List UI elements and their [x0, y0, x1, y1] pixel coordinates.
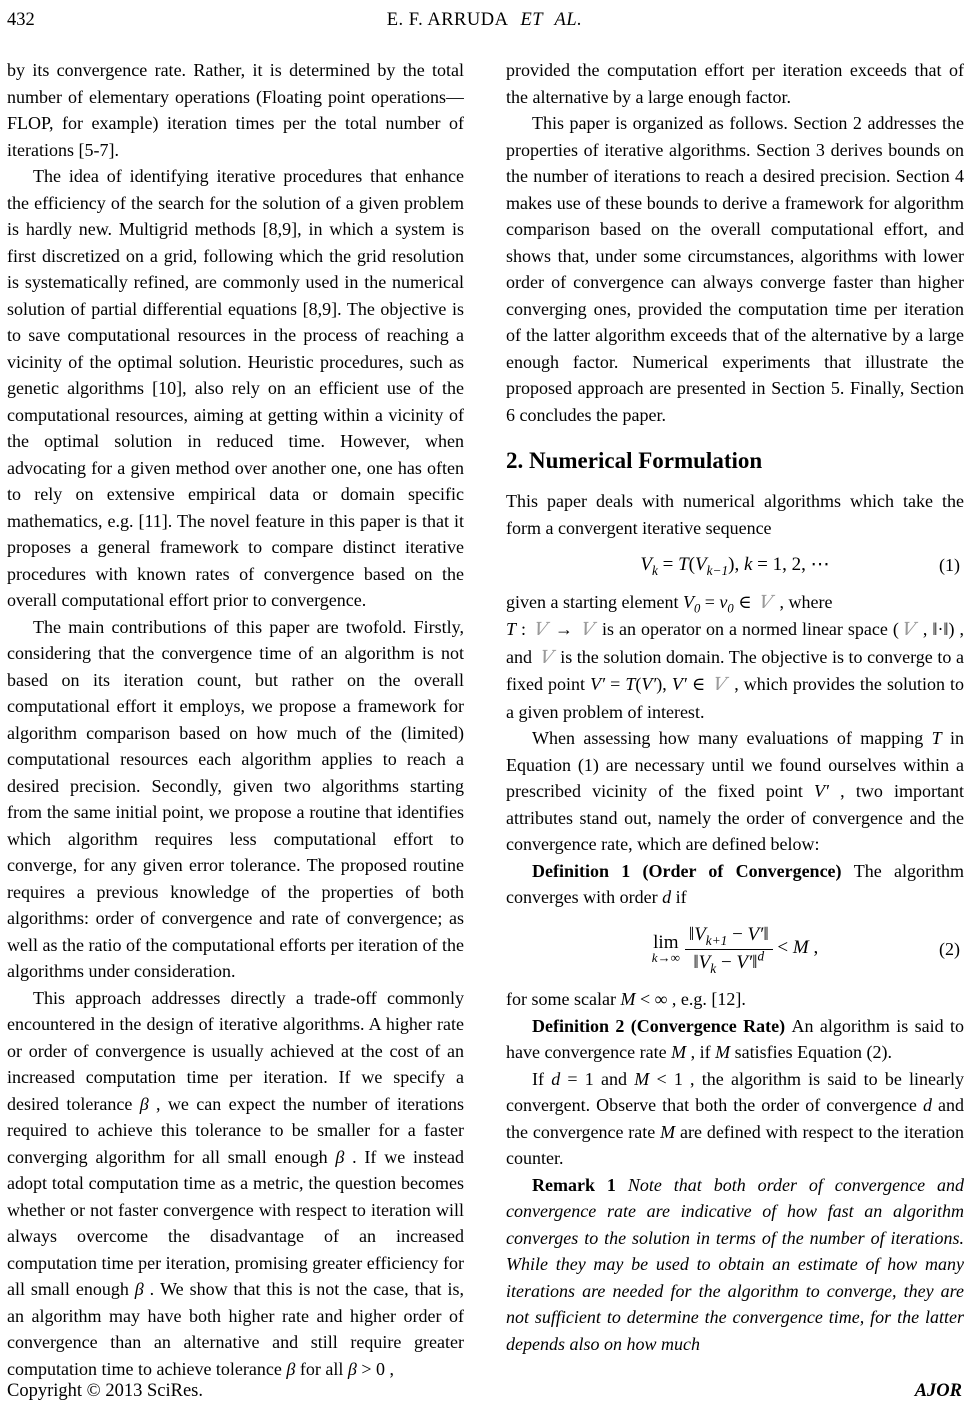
text-run: = 1 and [560, 1068, 635, 1089]
text-run: provided the computation effort per iteration exceeds that of the alternative by a large enough factor. [506, 60, 964, 107]
text-run: T [506, 619, 517, 640]
equation-body [640, 554, 830, 578]
right-column [506, 57, 964, 1379]
paragraph [506, 589, 964, 726]
text-run: β [139, 1093, 149, 1114]
text-run: V′ [747, 923, 764, 945]
text-run: and the convergence rate [506, 1095, 964, 1142]
text-run: by its convergence rate. Rather, it is determined by the total number of elementary operations (Floating point operations—FLOP, for example) iteration times per the total number of iterations [5-7]. [7, 60, 464, 160]
text-run: for some scalar [506, 989, 621, 1010]
text-run: k [651, 562, 658, 578]
text-run: , where [775, 591, 833, 612]
page-number: 432 [7, 10, 35, 30]
text-run: are defined with respect to the iteration counter. [506, 1121, 964, 1169]
text-run: V [640, 554, 652, 575]
text-run: d [662, 887, 672, 908]
text-run: lim [653, 931, 679, 953]
text-run: An algorithm is said to have convergence rate [506, 1015, 964, 1063]
text-run: k [651, 950, 658, 966]
text-run: ‖ [763, 923, 769, 945]
text-run: = [700, 591, 720, 612]
paragraph [506, 1066, 964, 1172]
limit-subscript [652, 950, 680, 966]
paragraph [506, 110, 964, 428]
text-run: When assessing how many evaluations of mapping [532, 728, 932, 749]
equation-1 [506, 553, 964, 577]
paragraph [7, 985, 464, 1380]
text-run: β [286, 1358, 296, 1379]
text-run: ( [635, 674, 642, 695]
journal-abbreviation: AJOR [914, 1381, 962, 1401]
copyright-notice: Copyright © 2013 SciRes. [7, 1381, 203, 1401]
text-run: ‖ [693, 951, 699, 973]
text-run: : [516, 619, 532, 640]
equation-body [651, 923, 819, 976]
text-run: If [532, 1068, 552, 1089]
paragraph [7, 614, 464, 985]
equation-number: (1) [939, 554, 960, 575]
running-title-authors: E. F. ARRUDA [386, 10, 509, 30]
text-run: . We show that this is not the case, that is, an algorithm may have both higher rate and higher order of convergence than an alternative and still require greater computation time to achieve tolerance [7, 1279, 464, 1379]
script-v-symbol: V [711, 674, 729, 696]
paragraph [7, 57, 464, 163]
text-run: − [727, 923, 748, 945]
text-run: M [660, 1121, 676, 1142]
text-run: M [634, 1068, 650, 1089]
page-header [0, 10, 969, 38]
text-run: 0 [693, 601, 701, 616]
text-run: , if [686, 1042, 716, 1063]
text-run: M [671, 1042, 687, 1063]
text-run: V [695, 554, 707, 575]
text-run: = [605, 674, 626, 695]
text-run: , [808, 936, 819, 958]
text-run: if [671, 887, 687, 908]
running-title-et-al: ET AL. [520, 10, 583, 30]
paragraph [506, 1013, 964, 1066]
text-run: > 0 , [356, 1358, 394, 1379]
text-run: M [792, 936, 809, 958]
text-run: 0 [727, 601, 734, 616]
paragraph [506, 57, 964, 110]
text-run: in Equation (1) are necessary until we found ourselves within a prescribed vicinity of the fixed point [506, 728, 964, 802]
text-run: for all [295, 1358, 348, 1379]
text-run: d [922, 1095, 932, 1116]
text-run: M [715, 1042, 731, 1063]
paragraph [506, 725, 964, 858]
left-column [7, 57, 464, 1379]
text-run: k [743, 554, 753, 575]
text-run: ‖ [752, 951, 758, 973]
equation-tail [773, 937, 819, 958]
text-run: k−1 [706, 562, 729, 578]
text-run: ) [728, 554, 735, 575]
text-run: This approach addresses directly a trade-off commonly encountered in the design of iterative algorithms. A higher rate or order of convergence is usually achieved at the cost of an increased computation time per iteration. If we specify a desired tolerance [7, 987, 464, 1114]
text-run: V′ [641, 674, 657, 695]
script-v-symbol: V [899, 619, 918, 641]
text-run: This paper deals with numerical algorithms which take the form a convergent iterative sequence [506, 491, 964, 538]
text-run: β [347, 1358, 357, 1379]
text-run: The algorithm converges with order [506, 860, 964, 908]
text-run: , we can expect the number of iterations required to achieve this tolerance to be smaller for a faster converging algorithm for all small enough [7, 1093, 464, 1167]
fraction-denominator [685, 950, 773, 975]
text-run: is the solution domain. The objective is to converge to a fixed point [506, 646, 964, 695]
text-run: < 1 , the algorithm is said to be linearly convergent. Observe that both the order of convergence [506, 1068, 964, 1116]
text-run: Note that both order of convergence and convergence rate are indicative of how fast an algorithm converges to the solution in terms of the number of iterations. While they may be used to obtain an estimate of how many iterations are needed for the algorithm to converge, they are not sufficient to determine the convergence time, for the latter depends also on how much [506, 1174, 964, 1354]
text-run: ( [688, 554, 695, 575]
text-run: ∈ [686, 674, 711, 695]
section-heading: 2. Numerical Formulation [506, 448, 763, 473]
text-run: = 1, 2, ⋯ [752, 554, 830, 575]
text-run: , ‖·‖) , and [506, 619, 964, 667]
text-run: satisfies Equation (2). [730, 1042, 893, 1063]
text-run: , which provides the solution to a given problem of interest. [506, 674, 964, 722]
text-run: k+1 [705, 932, 728, 948]
text-run: V′ [590, 674, 606, 695]
text-run: < ∞ , e.g. [12]. [635, 989, 746, 1010]
text-run: V′ [814, 781, 829, 802]
paragraph [506, 858, 964, 911]
text-run: V [682, 591, 694, 612]
text-run: < [772, 936, 793, 958]
text-run: T [931, 728, 942, 749]
fraction-numerator [685, 923, 773, 950]
fraction [685, 923, 773, 975]
text-run: d [551, 1068, 561, 1089]
text-run: →∞ [657, 950, 680, 966]
text-run: V [698, 951, 711, 973]
text-run: → [550, 619, 579, 640]
text-run: The main contributions of this paper are twofold. Firstly, considering that the convergence time of an algorithm is not based on its iteration count, but rather on the overall computational effort it employs, we propose a framework for algorithm comparison based on how much of the (limited) computational resources each algorithm applies to reach a desired precision. Secondly, given two algorithms starting from the same initial point, we propose a routine that identifies which algorithm requires less computational effort to converge, for any given error tolerance. The proposed routine requires a previous knowledge of the properties of both algorithms: order of convergence and rate of convergence; as well as the ratio of the computational efforts per iteration of the algorithms under consideration. [7, 616, 464, 981]
script-v-symbol: V [578, 619, 597, 641]
text-run: , two important attributes stand out, namely the order of convergence and the convergence rate, which are defined below: [506, 781, 964, 855]
text-run: β [134, 1279, 144, 1299]
page-footer [7, 1381, 962, 1402]
text-run: ∈ [733, 591, 757, 612]
text-run: Definition 2 (Convergence Rate) [532, 1015, 792, 1036]
paragraph [506, 1172, 964, 1358]
text-run: − [716, 951, 737, 973]
equation-2 [506, 923, 964, 975]
text-run: ), [656, 674, 672, 695]
paragraph [506, 986, 964, 1013]
text-run: T [625, 674, 636, 695]
text-run: d [757, 948, 765, 964]
text-run: This paper is organized as follows. Section 2 addresses the properties of iterative algorithms. Section 3 derives bounds on the number of iterations to reach a desired precision. Section 4 makes use of these bounds to derive a framework for algorithm comparison based on the overall computational effort, and shows that, under some circumstances, algorithms with lower order of convergence can always converge faster than higher converging ones, provided the computation time per iteration of the latter algorithm exceeds that of the alternative by a large enough factor. Numerical experiments that illustrate the proposed approach are presented in Section 5. Finally, Section 6 concludes the paper. [506, 113, 964, 425]
text-run: = [657, 554, 679, 575]
script-v-symbol: V [531, 619, 550, 641]
text-run: V [694, 923, 706, 945]
text-run: V′ [736, 951, 753, 973]
equation-number: (2) [939, 938, 960, 959]
paragraph [7, 163, 464, 614]
text-run: Definition 1 (Order of Convergence) [532, 860, 854, 881]
running-title [0, 10, 969, 31]
text-run: The idea of identifying iterative procedures that enhance the efficiency of the search for the solution of a given problem is hardly new. Multigrid methods [8,9], in which a system is first discretized on a grid, following which the grid resolution is systematically refined, are commonly used in the numerical solution of partial differential equations [8,9]. The objective is to save computational resources in the process of reaching a vicinity of the optimal solution. Heuristic procedures, such as genetic algorithms [10], also rely on an efficient use of the computational resources, aiming at getting within a vicinity of the optimal solution in reduced time. However, when advocating for a given method over another one, one has often to rely on extensive empirical data or domain specific mathematics, e.g. [11]. The novel feature in this paper is that it proposes a general framework to compare distinct iterative procedures with known rates of convergence based on the overall computational effort prior to convergence. [7, 166, 464, 610]
text-run: T [678, 554, 689, 575]
text-run: given a starting element [506, 591, 683, 612]
text-run: . If we instead adopt total computation time as a metric, the question becomes whether or not faster convergence with respect to iteration will always overcome the disadvantage of an increased computation time per iteration, promising greater efficiency for all small enough [7, 1146, 464, 1299]
text-run: ‖ [688, 923, 695, 945]
text-run: β [335, 1146, 345, 1167]
paragraph [506, 488, 964, 541]
text-run: Remark 1 [532, 1174, 628, 1195]
limit-operator [652, 931, 680, 967]
text-run: v [719, 591, 728, 612]
text-run: M [620, 989, 636, 1010]
script-v-symbol: V [756, 591, 775, 613]
script-v-symbol: V [537, 646, 555, 668]
text-run: k [710, 960, 717, 976]
text-run: , [734, 554, 744, 575]
text-run: V′ [671, 674, 687, 695]
text-run: is an operator on a normed linear space ( [597, 619, 899, 640]
